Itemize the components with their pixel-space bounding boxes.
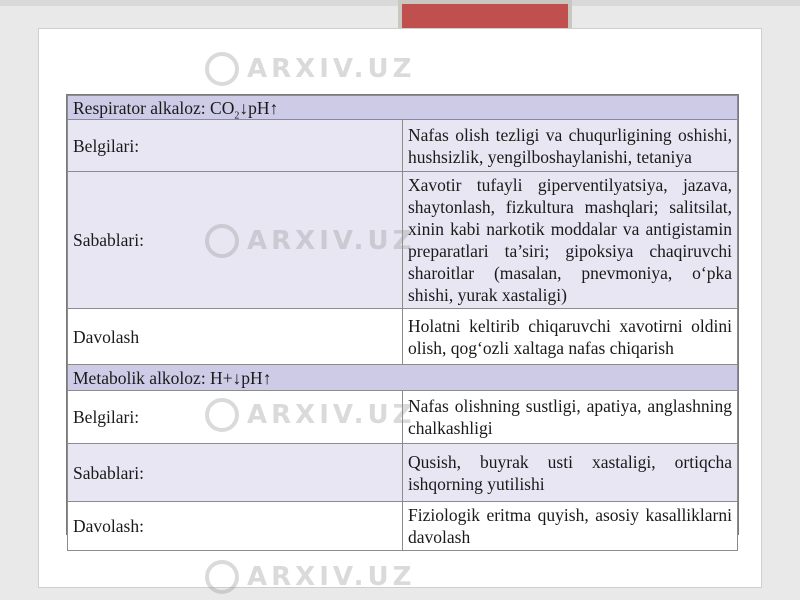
table-row (68, 172, 738, 309)
row-label: Belgilari: (68, 120, 403, 172)
row-value: Nafas olish tezligi va chuqurligining oshishi, hushsizlik, yengilboshaylanishi, tetaniya (403, 120, 738, 172)
row-value: Nafas olishning sustligi, apatiya, anglashning chalkashligi (403, 391, 738, 444)
row-value: Holatni keltirib chiqaruvchi xavotirni oldini olish, qog‘ozli xaltaga nafas chiqarish (403, 309, 738, 365)
table-row (68, 391, 738, 444)
section-respiratory-alkalosis (68, 96, 738, 120)
row-value: Xavotir tufayli giperventilyatsiya, jazava, shaytonlash, fizkultura mashqlari; salitsilat, xinin kabi narkotik moddalar va antigistamin preparatlari ta’siri; gipoksiya chaqiruvchi sharoitlar (masalan, pnevmoniya, o‘pka shishi, yurak xastaligi) (403, 172, 738, 309)
section-title: Respirator alkaloz: $CO_2↓pH↑$ (68, 96, 738, 120)
row-label: Sabablari: (68, 172, 403, 309)
row-value: Qusish, buyrak usti xastaligi, ortiqcha ishqorning yutilishi (403, 444, 738, 502)
table-row (68, 444, 738, 502)
row-label: Davolash: (68, 502, 403, 551)
watermark: ARXIV.UZ (205, 224, 415, 258)
section-metabolic-alkalosis (68, 365, 738, 391)
row-label: Davolash (68, 309, 403, 365)
row-value: Fiziologik eritma quyish, asosiy kasalliklarni davolash (403, 502, 738, 551)
watermark: ARXIV.UZ (205, 560, 415, 594)
row-label: Belgilari: (68, 391, 403, 444)
alkalosis-table (66, 94, 739, 547)
table-row (68, 502, 738, 551)
table-row (68, 120, 738, 172)
watermark: ARXIV.UZ (205, 52, 415, 86)
section-title: Metabolik alkoloz: H+↓pH↑ (68, 365, 738, 391)
watermark: ARXIV.UZ (205, 398, 415, 432)
table-row (68, 309, 738, 365)
row-label: Sabablari: (68, 444, 403, 502)
